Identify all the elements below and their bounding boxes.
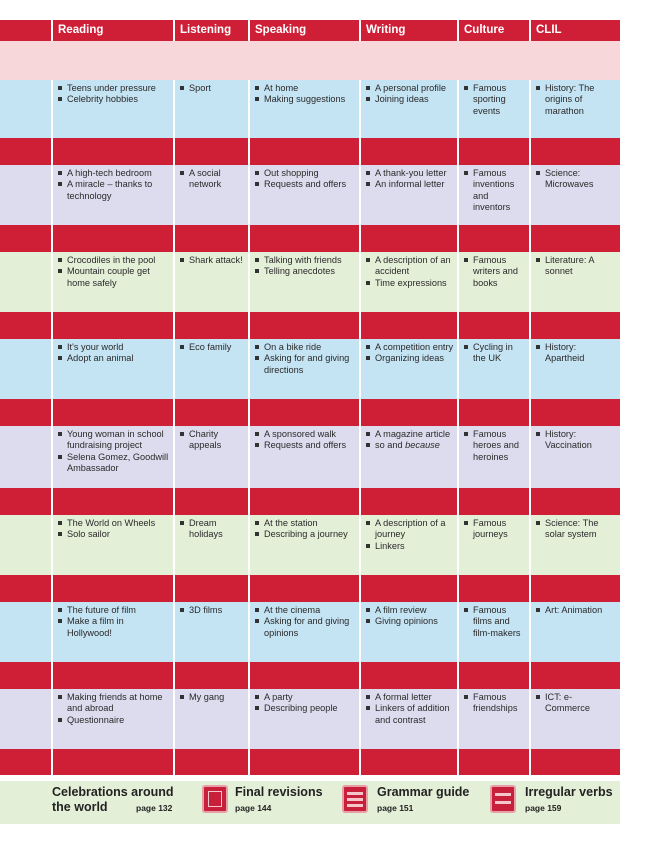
column-divider <box>173 488 175 515</box>
list-item: At home <box>255 83 356 94</box>
column-divider <box>248 138 250 165</box>
column-divider <box>51 138 53 165</box>
cell-listening <box>174 165 249 191</box>
list-item: Charity appeals <box>180 429 245 452</box>
column-divider <box>529 225 531 252</box>
column-divider <box>173 20 175 41</box>
list-item: Make a film in Hollywood! <box>58 616 170 639</box>
list-item: Science: Microwaves <box>536 168 616 191</box>
cell-writing <box>360 252 458 289</box>
cell-culture <box>458 689 530 715</box>
cell-culture <box>458 426 530 463</box>
cell-writing <box>360 689 458 726</box>
list-item: A social network <box>180 168 245 191</box>
list-item: Out shopping <box>255 168 356 179</box>
column-header-speaking: Speaking <box>255 24 307 36</box>
column-divider <box>529 488 531 515</box>
list-item: Cycling in the UK <box>464 342 526 365</box>
table-row <box>0 426 620 488</box>
list-item: History: The origins of marathon <box>536 83 616 117</box>
list-item: Making friends at home and abroad <box>58 692 170 715</box>
table-row <box>0 252 620 312</box>
unit-title-band <box>0 575 620 602</box>
list-item: Crocodiles in the pool <box>58 255 170 266</box>
cell-reading <box>52 689 174 726</box>
list-item: Adopt an animal <box>58 353 170 364</box>
cell-clil <box>530 165 620 191</box>
cell-clil <box>530 689 620 715</box>
list-item: Mountain couple get home safely <box>58 266 170 289</box>
list-item: Famous writers and books <box>464 255 526 289</box>
column-divider <box>51 749 53 775</box>
column-divider <box>359 20 361 41</box>
cell-culture <box>458 80 530 117</box>
column-divider <box>248 312 250 339</box>
cell-listening <box>174 426 249 452</box>
column-divider <box>173 399 175 426</box>
column-divider <box>529 575 531 602</box>
footer-page: page 132 <box>136 803 173 813</box>
list-item: Teens under pressure <box>58 83 170 94</box>
column-divider <box>529 138 531 165</box>
column-divider <box>51 20 53 41</box>
list-item: At the cinema <box>255 605 356 616</box>
list-item: Art: Animation <box>536 605 616 616</box>
column-header-writing: Writing <box>366 24 406 36</box>
list-item: Organizing ideas <box>366 353 454 364</box>
column-divider <box>248 225 250 252</box>
cell-reading <box>52 339 174 365</box>
unit-title-band <box>0 749 620 775</box>
list-item: 3D films <box>180 605 245 616</box>
list-item: Eco family <box>180 342 245 353</box>
column-divider <box>359 225 361 252</box>
final-revisions-book-icon <box>202 785 228 813</box>
cell-culture <box>458 252 530 289</box>
column-divider <box>359 488 361 515</box>
column-divider <box>457 399 459 426</box>
column-divider <box>359 575 361 602</box>
column-divider <box>457 225 459 252</box>
cell-speaking <box>249 339 360 376</box>
footer-title: Irregular verbs <box>525 785 613 799</box>
cell-speaking <box>249 426 360 452</box>
list-item: On a bike ride <box>255 342 356 353</box>
column-divider <box>248 399 250 426</box>
table-row <box>0 80 620 138</box>
cell-reading <box>52 602 174 639</box>
cell-writing <box>360 426 458 452</box>
cell-reading <box>52 80 174 106</box>
unit-title-band <box>0 399 620 426</box>
column-divider <box>359 312 361 339</box>
cell-reading <box>52 252 174 289</box>
column-divider <box>359 399 361 426</box>
column-divider <box>173 138 175 165</box>
list-item: A magazine article <box>366 429 454 440</box>
list-item: A party <box>255 692 356 703</box>
cell-culture <box>458 515 530 541</box>
footer-page: page 151 <box>377 803 414 813</box>
cell-culture <box>458 339 530 365</box>
list-item: Requests and offers <box>255 440 356 451</box>
column-divider <box>248 575 250 602</box>
list-item: Linkers <box>366 541 454 552</box>
list-item: A formal letter <box>366 692 454 703</box>
list-item: Literature: A sonnet <box>536 255 616 278</box>
list-item: A description of an accident <box>366 255 454 278</box>
column-divider <box>457 662 459 689</box>
table-row <box>0 515 620 575</box>
list-item: A high-tech bedroom <box>58 168 170 179</box>
column-divider <box>173 312 175 339</box>
column-divider <box>51 399 53 426</box>
column-divider <box>457 138 459 165</box>
list-item: A thank-you letter <box>366 168 454 179</box>
list-item: Giving opinions <box>366 616 454 627</box>
cell-culture <box>458 602 530 639</box>
column-divider <box>173 575 175 602</box>
unit-title-band <box>0 225 620 252</box>
column-divider <box>529 312 531 339</box>
list-item: Sport <box>180 83 245 94</box>
list-item: Famous friendships <box>464 692 526 715</box>
column-divider <box>457 20 459 41</box>
cell-writing <box>360 515 458 552</box>
list-item: Famous inventions and inventors <box>464 168 526 214</box>
list-item: Describing people <box>255 703 356 714</box>
footer-bar <box>0 781 620 824</box>
list-item: Making suggestions <box>255 94 356 105</box>
column-divider <box>529 20 531 41</box>
cell-listening <box>174 252 249 266</box>
list-item: Science: The solar system <box>536 518 616 541</box>
column-divider <box>51 488 53 515</box>
cell-listening <box>174 515 249 541</box>
list-item: My gang <box>180 692 245 703</box>
cell-writing <box>360 165 458 191</box>
footer-page: page 159 <box>525 803 562 813</box>
cell-speaking <box>249 80 360 106</box>
cell-writing <box>360 602 458 628</box>
table-row <box>0 602 620 662</box>
list-item: Celebrity hobbies <box>58 94 170 105</box>
column-divider <box>457 312 459 339</box>
list-item: An informal letter <box>366 179 454 190</box>
list-item: At the station <box>255 518 356 529</box>
footer-item-final-revisions[interactable] <box>200 781 338 824</box>
cell-speaking <box>249 165 360 191</box>
list-item: Requests and offers <box>255 179 356 190</box>
footer-item-celebrations[interactable] <box>52 781 192 824</box>
footer-page: page 144 <box>235 803 272 813</box>
cell-clil <box>530 426 620 452</box>
column-divider <box>529 749 531 775</box>
column-divider <box>529 399 531 426</box>
cell-speaking <box>249 689 360 715</box>
list-item: History: Apartheid <box>536 342 616 365</box>
list-item: The World on Wheels <box>58 518 170 529</box>
table-row <box>0 165 620 225</box>
list-item: Young woman in school fundraising project <box>58 429 170 452</box>
column-divider <box>51 575 53 602</box>
cell-clil <box>530 80 620 117</box>
grammar-guide-book-icon <box>342 785 368 813</box>
column-header-clil: CLIL <box>536 24 562 36</box>
list-item: The future of film <box>58 605 170 616</box>
list-item: Famous heroes and heroines <box>464 429 526 463</box>
column-divider <box>359 138 361 165</box>
cell-speaking <box>249 252 360 278</box>
list-item: Famous journeys <box>464 518 526 541</box>
unit-title-band <box>0 138 620 165</box>
cell-clil <box>530 339 620 365</box>
list-item: It's your world <box>58 342 170 353</box>
footer-item-grammar-guide[interactable] <box>341 781 487 824</box>
column-divider <box>457 488 459 515</box>
list-item: Describing a journey <box>255 529 356 540</box>
footer-title: Celebrations around the world <box>52 785 174 814</box>
table-row <box>0 339 620 399</box>
unit-title-band <box>0 488 620 515</box>
list-item: A sponsored walk <box>255 429 356 440</box>
column-divider <box>457 575 459 602</box>
cell-clil <box>530 252 620 278</box>
table-header <box>0 20 620 41</box>
column-divider <box>173 749 175 775</box>
cell-speaking <box>249 602 360 639</box>
list-item: A description of a journey <box>366 518 454 541</box>
cell-writing <box>360 80 458 106</box>
list-item: Shark attack! <box>180 255 245 266</box>
footer-item-irregular-verbs[interactable] <box>489 781 620 824</box>
list-item: ICT: e-Commerce <box>536 692 616 715</box>
cell-speaking <box>249 515 360 541</box>
list-item: Joining ideas <box>366 94 454 105</box>
list-item: A competition entry <box>366 342 454 353</box>
column-divider <box>457 749 459 775</box>
cell-listening <box>174 80 249 94</box>
footer-title: Grammar guide <box>377 785 470 799</box>
column-divider <box>51 662 53 689</box>
list-item: A film review <box>366 605 454 616</box>
column-divider <box>248 488 250 515</box>
list-item: Questionnaire <box>58 715 170 726</box>
column-header-reading: Reading <box>58 24 104 36</box>
cell-culture <box>458 165 530 214</box>
column-divider <box>359 662 361 689</box>
unit-title-band <box>0 41 620 80</box>
column-divider <box>248 20 250 41</box>
table-row <box>0 689 620 749</box>
column-divider <box>359 749 361 775</box>
column-divider <box>51 225 53 252</box>
cell-clil <box>530 602 620 616</box>
cell-reading <box>52 426 174 475</box>
cell-reading <box>52 165 174 202</box>
cell-listening <box>174 339 249 353</box>
column-divider <box>173 225 175 252</box>
unit-title-band <box>0 312 620 339</box>
list-item: so and because <box>366 440 454 451</box>
list-item: Asking for and giving directions <box>255 353 356 376</box>
list-item: Famous sporting events <box>464 83 526 117</box>
list-item: Dream holidays <box>180 518 245 541</box>
cell-listening <box>174 689 249 703</box>
column-divider <box>51 312 53 339</box>
column-header-culture: Culture <box>464 24 505 36</box>
column-header-listening: Listening <box>180 24 232 36</box>
list-item: Talking with friends <box>255 255 356 266</box>
cell-listening <box>174 602 249 616</box>
list-item: Telling anecdotes <box>255 266 356 277</box>
column-divider <box>248 749 250 775</box>
unit-title-band <box>0 662 620 689</box>
syllabus-table <box>0 20 620 775</box>
cell-reading <box>52 515 174 541</box>
list-item: Selena Gomez, Goodwill Ambassador <box>58 452 170 475</box>
column-divider <box>248 662 250 689</box>
list-item: Linkers of addition and contrast <box>366 703 454 726</box>
footer-title: Final revisions <box>235 785 323 799</box>
column-divider <box>173 662 175 689</box>
list-item: A miracle – thanks to technology <box>58 179 170 202</box>
list-item: Asking for and giving opinions <box>255 616 356 639</box>
irregular-verbs-book-icon <box>490 785 516 813</box>
list-item: A personal profile <box>366 83 454 94</box>
list-item: Solo sailor <box>58 529 170 540</box>
cell-clil <box>530 515 620 541</box>
cell-writing <box>360 339 458 365</box>
list-item: Famous films and film-makers <box>464 605 526 639</box>
list-item: Time expressions <box>366 278 454 289</box>
column-divider <box>529 662 531 689</box>
list-item: History: Vaccination <box>536 429 616 452</box>
